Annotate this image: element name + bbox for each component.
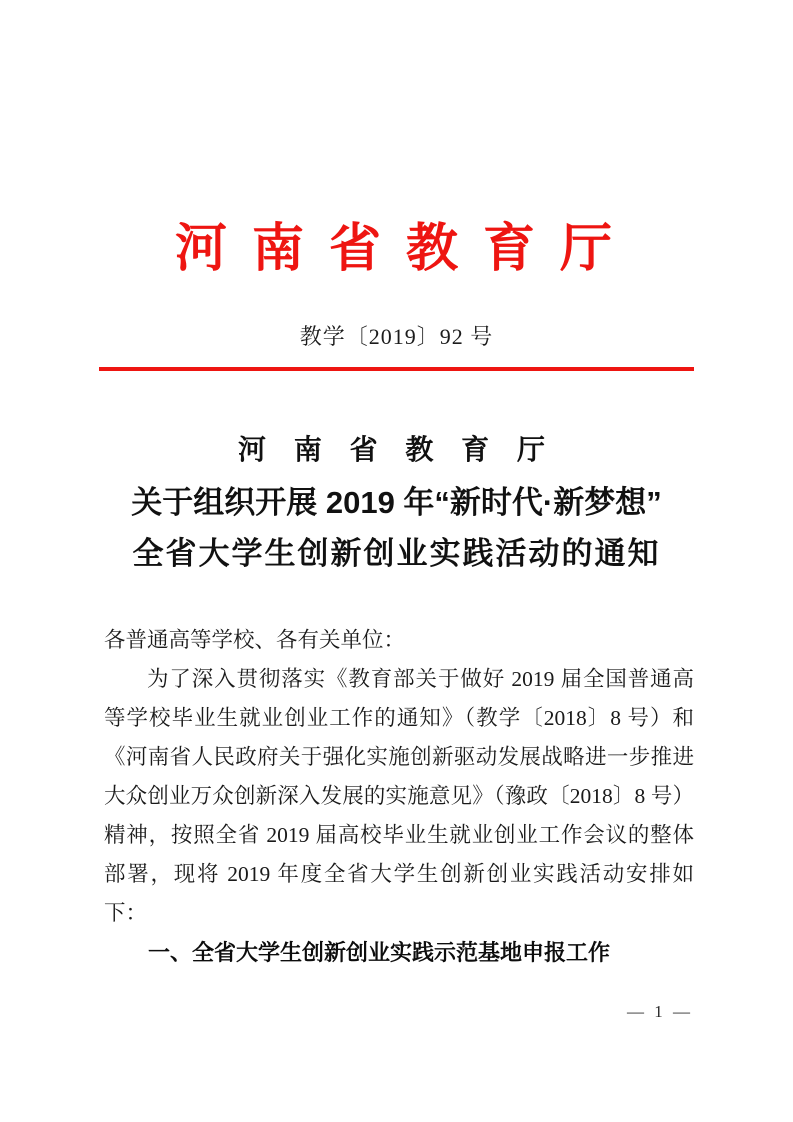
page-number: — 1 — [627,1002,693,1021]
section-one-heading: 一、全省大学生创新创业实践示范基地申报工作 [148,940,611,965]
salutation-line: 各普通高等学校、各有关单位： [104,628,406,652]
letterhead-agency-title: 河 南 省 教 育 厅 [174,221,618,278]
doc-number: 教学〔2019〕92 号 [299,324,494,349]
body-paragraph: 为了深入贯彻落实《教育部关于做好 2019 届全国普通高等学校毕业生就业创业工作的通知》（教学〔2018〕8 号）和《河南省人民政府关于强化实施创新驱动发展战略进一步推进大众创业万众创新深入发展的实施意见》（豫政〔2018〕8 号）精神，按照全省 2019 届高校毕业生就业创业工作会议的整体部署，现将 2019 年度全省大学生创新创业实践活动安排如下： [104,667,694,925]
document-body [104,621,694,972]
notice-title-line2: 关于组织开展 2019 年“新时代·新梦想” [131,485,662,520]
notice-title-line3: 全省大学生创新创业实践活动的通知 [132,536,661,571]
red-divider-line [99,367,694,371]
notice-title-block [0,435,793,570]
notice-title-line1: 河 南 省 教 育 厅 [238,434,555,465]
